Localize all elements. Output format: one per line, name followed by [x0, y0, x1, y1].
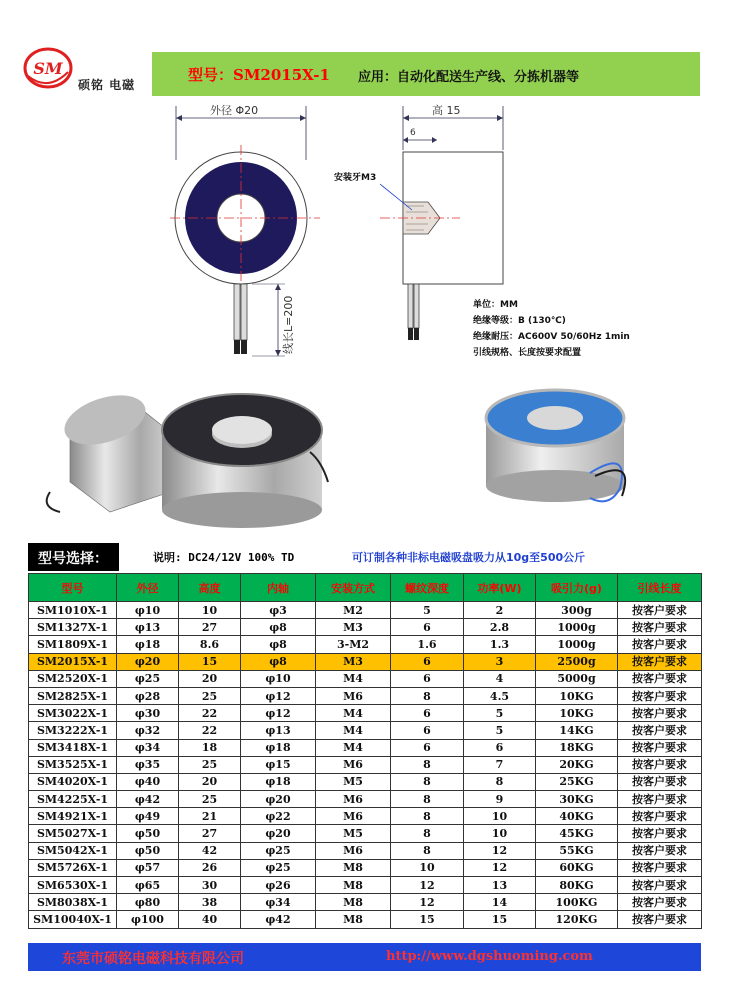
cell-power: 5	[464, 705, 536, 722]
cell-inner-shaft: φ20	[241, 825, 316, 842]
cell-thread-depth: 6	[391, 619, 464, 636]
cell-inner-shaft: φ34	[241, 894, 316, 911]
cell-model: SM4225X-1	[29, 791, 117, 808]
cell-height: 15	[179, 653, 241, 670]
spec-table	[28, 573, 702, 929]
cell-mounting: M8	[316, 877, 391, 894]
cell-holding-force: 5000g	[536, 670, 618, 687]
height-label: 高 15	[432, 104, 461, 117]
cell-model: SM3418X-1	[29, 739, 117, 756]
table-row	[29, 877, 702, 894]
cell-mounting: M4	[316, 670, 391, 687]
cell-lead-length: 按客户要求	[618, 808, 702, 825]
cell-height: 25	[179, 687, 241, 704]
cell-model: SM4921X-1	[29, 808, 117, 825]
cell-outer-diameter: φ25	[117, 670, 179, 687]
cell-thread-depth: 8	[391, 773, 464, 790]
cell-outer-diameter: φ18	[117, 636, 179, 653]
table-row	[29, 602, 702, 619]
cell-thread-depth: 6	[391, 705, 464, 722]
header-bar	[152, 52, 700, 96]
cell-lead-length: 按客户要求	[618, 877, 702, 894]
column-header-outer-diameter: 外径	[117, 574, 179, 602]
cell-mounting: M6	[316, 791, 391, 808]
cell-outer-diameter: φ28	[117, 687, 179, 704]
column-header-height: 高度	[179, 574, 241, 602]
column-header-holding-force: 吸引力(g)	[536, 574, 618, 602]
cell-model: SM6530X-1	[29, 877, 117, 894]
cell-height: 18	[179, 739, 241, 756]
cell-lead-length: 按客户要求	[618, 842, 702, 859]
cell-mounting: M3	[316, 653, 391, 670]
cell-holding-force: 18KG	[536, 739, 618, 756]
cell-mounting: M6	[316, 756, 391, 773]
cell-inner-shaft: φ3	[241, 602, 316, 619]
cell-mounting: M5	[316, 825, 391, 842]
table-row	[29, 687, 702, 704]
cell-holding-force: 45KG	[536, 825, 618, 842]
cell-model: SM2825X-1	[29, 687, 117, 704]
table-row	[29, 739, 702, 756]
cell-inner-shaft: φ8	[241, 619, 316, 636]
cell-height: 42	[179, 842, 241, 859]
cell-thread-depth: 8	[391, 825, 464, 842]
cell-lead-length: 按客户要求	[618, 602, 702, 619]
cell-outer-diameter: φ50	[117, 825, 179, 842]
cell-outer-diameter: φ40	[117, 773, 179, 790]
cell-outer-diameter: φ30	[117, 705, 179, 722]
cell-power: 6	[464, 739, 536, 756]
column-header-mounting: 安装方式	[316, 574, 391, 602]
cell-outer-diameter: φ80	[117, 894, 179, 911]
cell-holding-force: 80KG	[536, 877, 618, 894]
cell-outer-diameter: φ49	[117, 808, 179, 825]
cell-power: 10	[464, 808, 536, 825]
spec-unit: 单位：MM	[473, 300, 518, 310]
cell-height: 26	[179, 859, 241, 876]
mount-thread-label: 安装牙M3	[334, 173, 377, 183]
cell-model: SM5027X-1	[29, 825, 117, 842]
cell-outer-diameter: φ20	[117, 653, 179, 670]
cell-power: 9	[464, 791, 536, 808]
cell-power: 10	[464, 825, 536, 842]
cell-inner-shaft: φ22	[241, 808, 316, 825]
cell-mounting: M6	[316, 808, 391, 825]
cell-lead-length: 按客户要求	[618, 636, 702, 653]
product-photo-left	[30, 372, 330, 537]
technical-drawing	[140, 100, 660, 365]
column-header-power: 功率(W)	[464, 574, 536, 602]
cell-lead-length: 按客户要求	[618, 911, 702, 928]
cell-lead-length: 按客户要求	[618, 773, 702, 790]
cell-thread-depth: 6	[391, 670, 464, 687]
spec-withstand-voltage: 绝缘耐压：AC600V 50/60Hz 1min	[473, 332, 630, 342]
cell-holding-force: 2500g	[536, 653, 618, 670]
cell-inner-shaft: φ15	[241, 756, 316, 773]
cell-mounting: M5	[316, 773, 391, 790]
cell-model: SM4020X-1	[29, 773, 117, 790]
cell-power: 4	[464, 670, 536, 687]
cell-power: 2	[464, 602, 536, 619]
cell-thread-depth: 8	[391, 687, 464, 704]
cell-holding-force: 1000g	[536, 619, 618, 636]
cell-power: 1.3	[464, 636, 536, 653]
cell-thread-depth: 12	[391, 877, 464, 894]
table-row	[29, 894, 702, 911]
cell-thread-depth: 1.6	[391, 636, 464, 653]
model-selection-bar	[28, 543, 119, 571]
cell-holding-force: 40KG	[536, 808, 618, 825]
cell-height: 22	[179, 705, 241, 722]
cell-holding-force: 25KG	[536, 773, 618, 790]
cell-thread-depth: 5	[391, 602, 464, 619]
cell-inner-shaft: φ20	[241, 791, 316, 808]
cell-lead-length: 按客户要求	[618, 739, 702, 756]
column-header-inner-shaft: 内轴	[241, 574, 316, 602]
cell-power: 5	[464, 722, 536, 739]
cell-lead-length: 按客户要求	[618, 756, 702, 773]
cell-thread-depth: 10	[391, 859, 464, 876]
cell-holding-force: 14KG	[536, 722, 618, 739]
footer-company: 东莞市硕铭电磁科技有限公司	[62, 951, 244, 967]
table-header-row	[29, 574, 702, 602]
cell-lead-length: 按客户要求	[618, 619, 702, 636]
company-logo	[22, 46, 74, 90]
table-row	[29, 636, 702, 653]
footer-url[interactable]: http://www.dgshuoming.com	[386, 949, 593, 964]
table-row	[29, 722, 702, 739]
table-row	[29, 705, 702, 722]
cell-power: 14	[464, 894, 536, 911]
cell-inner-shaft: φ8	[241, 653, 316, 670]
cell-inner-shaft: φ42	[241, 911, 316, 928]
cell-mounting: M4	[316, 705, 391, 722]
cell-lead-length: 按客户要求	[618, 670, 702, 687]
cell-height: 40	[179, 911, 241, 928]
cell-height: 20	[179, 670, 241, 687]
cell-holding-force: 10KG	[536, 687, 618, 704]
cell-power: 8	[464, 773, 536, 790]
thread-depth-label: 6	[410, 128, 416, 138]
cell-power: 12	[464, 842, 536, 859]
cell-thread-depth: 6	[391, 722, 464, 739]
cell-holding-force: 20KG	[536, 756, 618, 773]
cell-power: 7	[464, 756, 536, 773]
table-row	[29, 756, 702, 773]
cell-height: 10	[179, 602, 241, 619]
cell-height: 27	[179, 619, 241, 636]
column-header-lead-length: 引线长度	[618, 574, 702, 602]
cell-inner-shaft: φ18	[241, 739, 316, 756]
cell-height: 38	[179, 894, 241, 911]
column-header-model: 型号	[29, 574, 117, 602]
cell-inner-shaft: φ25	[241, 842, 316, 859]
table-row	[29, 653, 702, 670]
cell-height: 30	[179, 877, 241, 894]
cell-lead-length: 按客户要求	[618, 825, 702, 842]
cell-power: 13	[464, 877, 536, 894]
cell-inner-shaft: φ13	[241, 722, 316, 739]
cell-model: SM5042X-1	[29, 842, 117, 859]
cell-mounting: M3	[316, 619, 391, 636]
table-row	[29, 859, 702, 876]
cell-model: SM5726X-1	[29, 859, 117, 876]
table-row	[29, 619, 702, 636]
spec-insulation-class: 绝缘等级：B (130℃)	[473, 316, 566, 326]
cell-outer-diameter: φ50	[117, 842, 179, 859]
cell-mounting: 3-M2	[316, 636, 391, 653]
cell-height: 20	[179, 773, 241, 790]
table-row	[29, 670, 702, 687]
cell-height: 27	[179, 825, 241, 842]
cell-power: 2.8	[464, 619, 536, 636]
column-header-thread-depth: 螺纹深度	[391, 574, 464, 602]
cell-thread-depth: 8	[391, 791, 464, 808]
cell-mounting: M6	[316, 687, 391, 704]
cell-mounting: M8	[316, 911, 391, 928]
table-body	[29, 602, 702, 929]
cell-model: SM1010X-1	[29, 602, 117, 619]
cell-lead-length: 按客户要求	[618, 894, 702, 911]
cell-outer-diameter: φ32	[117, 722, 179, 739]
model-title: 型号：SM2015X-1	[188, 66, 330, 84]
cell-model: SM3022X-1	[29, 705, 117, 722]
cell-lead-length: 按客户要求	[618, 859, 702, 876]
cell-model: SM2520X-1	[29, 670, 117, 687]
cell-power: 4.5	[464, 687, 536, 704]
cell-power: 3	[464, 653, 536, 670]
cell-model: SM3525X-1	[29, 756, 117, 773]
outer-diameter-label: 外径 Φ20	[210, 104, 259, 117]
cell-lead-length: 按客户要求	[618, 722, 702, 739]
cell-thread-depth: 15	[391, 911, 464, 928]
cell-mounting: M2	[316, 602, 391, 619]
cell-mounting: M4	[316, 739, 391, 756]
cell-model: SM8038X-1	[29, 894, 117, 911]
cell-model: SM3222X-1	[29, 722, 117, 739]
logo-text: SM	[33, 59, 63, 78]
cell-outer-diameter: φ34	[117, 739, 179, 756]
table-row	[29, 911, 702, 928]
cell-outer-diameter: φ65	[117, 877, 179, 894]
application-text: 应用：自动化配送生产线、分拣机器等	[358, 70, 580, 85]
cell-thread-depth: 8	[391, 808, 464, 825]
cell-holding-force: 300g	[536, 602, 618, 619]
cell-mounting: M8	[316, 859, 391, 876]
cell-inner-shaft: φ12	[241, 687, 316, 704]
cell-height: 22	[179, 722, 241, 739]
cell-model: SM1809X-1	[29, 636, 117, 653]
cell-thread-depth: 12	[391, 894, 464, 911]
cell-power: 12	[464, 859, 536, 876]
table-row	[29, 791, 702, 808]
cell-model: SM10040X-1	[29, 911, 117, 928]
cell-power: 15	[464, 911, 536, 928]
cell-inner-shaft: φ12	[241, 705, 316, 722]
cell-height: 21	[179, 808, 241, 825]
cell-holding-force: 60KG	[536, 859, 618, 876]
table-row	[29, 842, 702, 859]
model-selection-label: 型号选择：	[38, 551, 108, 567]
cell-outer-diameter: φ13	[117, 619, 179, 636]
cell-mounting: M6	[316, 842, 391, 859]
lead-length-label: 线长L=200	[282, 295, 295, 354]
cell-height: 8.6	[179, 636, 241, 653]
cell-model: SM1327X-1	[29, 619, 117, 636]
product-photo-right	[470, 378, 640, 518]
table-row	[29, 808, 702, 825]
voltage-note: 说明: DC24/12V 100% TD	[153, 551, 295, 564]
cell-lead-length: 按客户要求	[618, 653, 702, 670]
cell-holding-force: 100KG	[536, 894, 618, 911]
cell-thread-depth: 8	[391, 756, 464, 773]
cell-mounting: M4	[316, 722, 391, 739]
cell-inner-shaft: φ18	[241, 773, 316, 790]
cell-outer-diameter: φ35	[117, 756, 179, 773]
cell-outer-diameter: φ57	[117, 859, 179, 876]
cell-lead-length: 按客户要求	[618, 705, 702, 722]
cell-inner-shaft: φ10	[241, 670, 316, 687]
cell-outer-diameter: φ100	[117, 911, 179, 928]
footer-bar	[28, 943, 701, 971]
cell-lead-length: 按客户要求	[618, 791, 702, 808]
cell-holding-force: 10KG	[536, 705, 618, 722]
cell-height: 25	[179, 756, 241, 773]
table-row	[29, 773, 702, 790]
cell-inner-shaft: φ26	[241, 877, 316, 894]
cell-holding-force: 30KG	[536, 791, 618, 808]
cell-holding-force: 120KG	[536, 911, 618, 928]
cell-model: SM2015X-1	[29, 653, 117, 670]
custom-note: 可订制各种非标电磁吸盘吸力从10g至500公斤	[352, 551, 586, 564]
cell-holding-force: 1000g	[536, 636, 618, 653]
cell-outer-diameter: φ42	[117, 791, 179, 808]
cell-inner-shaft: φ25	[241, 859, 316, 876]
spec-lead-note: 引线规格、长度按要求配置	[473, 348, 582, 358]
company-name: 硕铭 电磁	[78, 78, 136, 92]
cell-holding-force: 55KG	[536, 842, 618, 859]
cell-mounting: M8	[316, 894, 391, 911]
cell-thread-depth: 6	[391, 653, 464, 670]
cell-thread-depth: 6	[391, 739, 464, 756]
cell-height: 25	[179, 791, 241, 808]
cell-outer-diameter: φ10	[117, 602, 179, 619]
cell-lead-length: 按客户要求	[618, 687, 702, 704]
table-row	[29, 825, 702, 842]
cell-thread-depth: 8	[391, 842, 464, 859]
cell-inner-shaft: φ8	[241, 636, 316, 653]
